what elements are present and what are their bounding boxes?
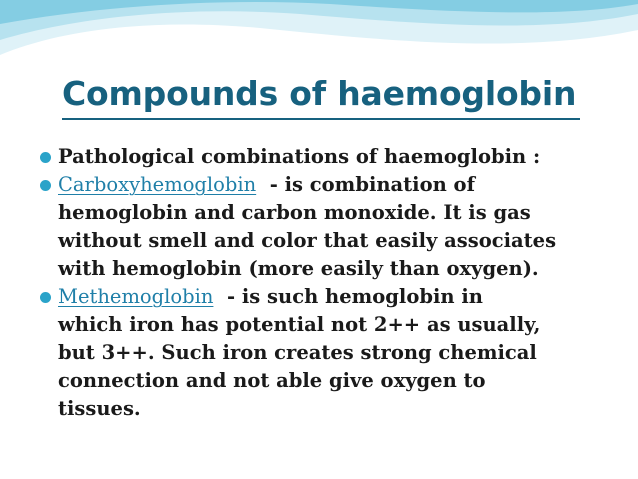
bullet-first-line [58, 283, 614, 311]
bullet-line: but 3++. Such iron creates strong chemical [58, 341, 537, 364]
bullet-item-pathological [0, 143, 638, 171]
bullet-dot-icon [40, 292, 51, 303]
bullet-dot-icon [40, 180, 51, 191]
bullet-line: hemoglobin and carbon monoxide. It is gas [58, 201, 531, 224]
bullet-first-line [58, 171, 614, 199]
bullet-line: tissues. [58, 397, 141, 420]
bullet-item-methemoglobin [0, 283, 638, 423]
bullet-text [58, 143, 614, 171]
slide-title: Compounds of haemoglobin [62, 74, 577, 113]
bullet-list [0, 143, 638, 423]
bullet-line-rest: - is combination of [256, 173, 475, 196]
bullet-text [58, 171, 614, 283]
term-link-carboxyhemoglobin[interactable]: Carboxyhemoglobin [58, 173, 257, 196]
bullet-line: Pathological combinations of haemoglobin : [58, 145, 541, 168]
bullet-item-carboxyhemoglobin [0, 171, 638, 283]
term-link-methemoglobin[interactable]: Methemoglobin [58, 285, 214, 308]
title-underline [62, 118, 580, 120]
bullet-line: connection and not able give oxygen to [58, 369, 486, 392]
bullet-line-rest: - is such hemoglobin in [213, 285, 483, 308]
bullet-line: without smell and color that easily associates [58, 229, 557, 252]
bullet-text [58, 283, 614, 423]
bullet-line: which iron has potential not 2++ as usually, [58, 313, 541, 336]
wave-banner-decoration [0, 0, 638, 80]
bullet-line: with hemoglobin (more easily than oxygen). [58, 257, 539, 280]
bullet-dot-icon [40, 152, 51, 163]
